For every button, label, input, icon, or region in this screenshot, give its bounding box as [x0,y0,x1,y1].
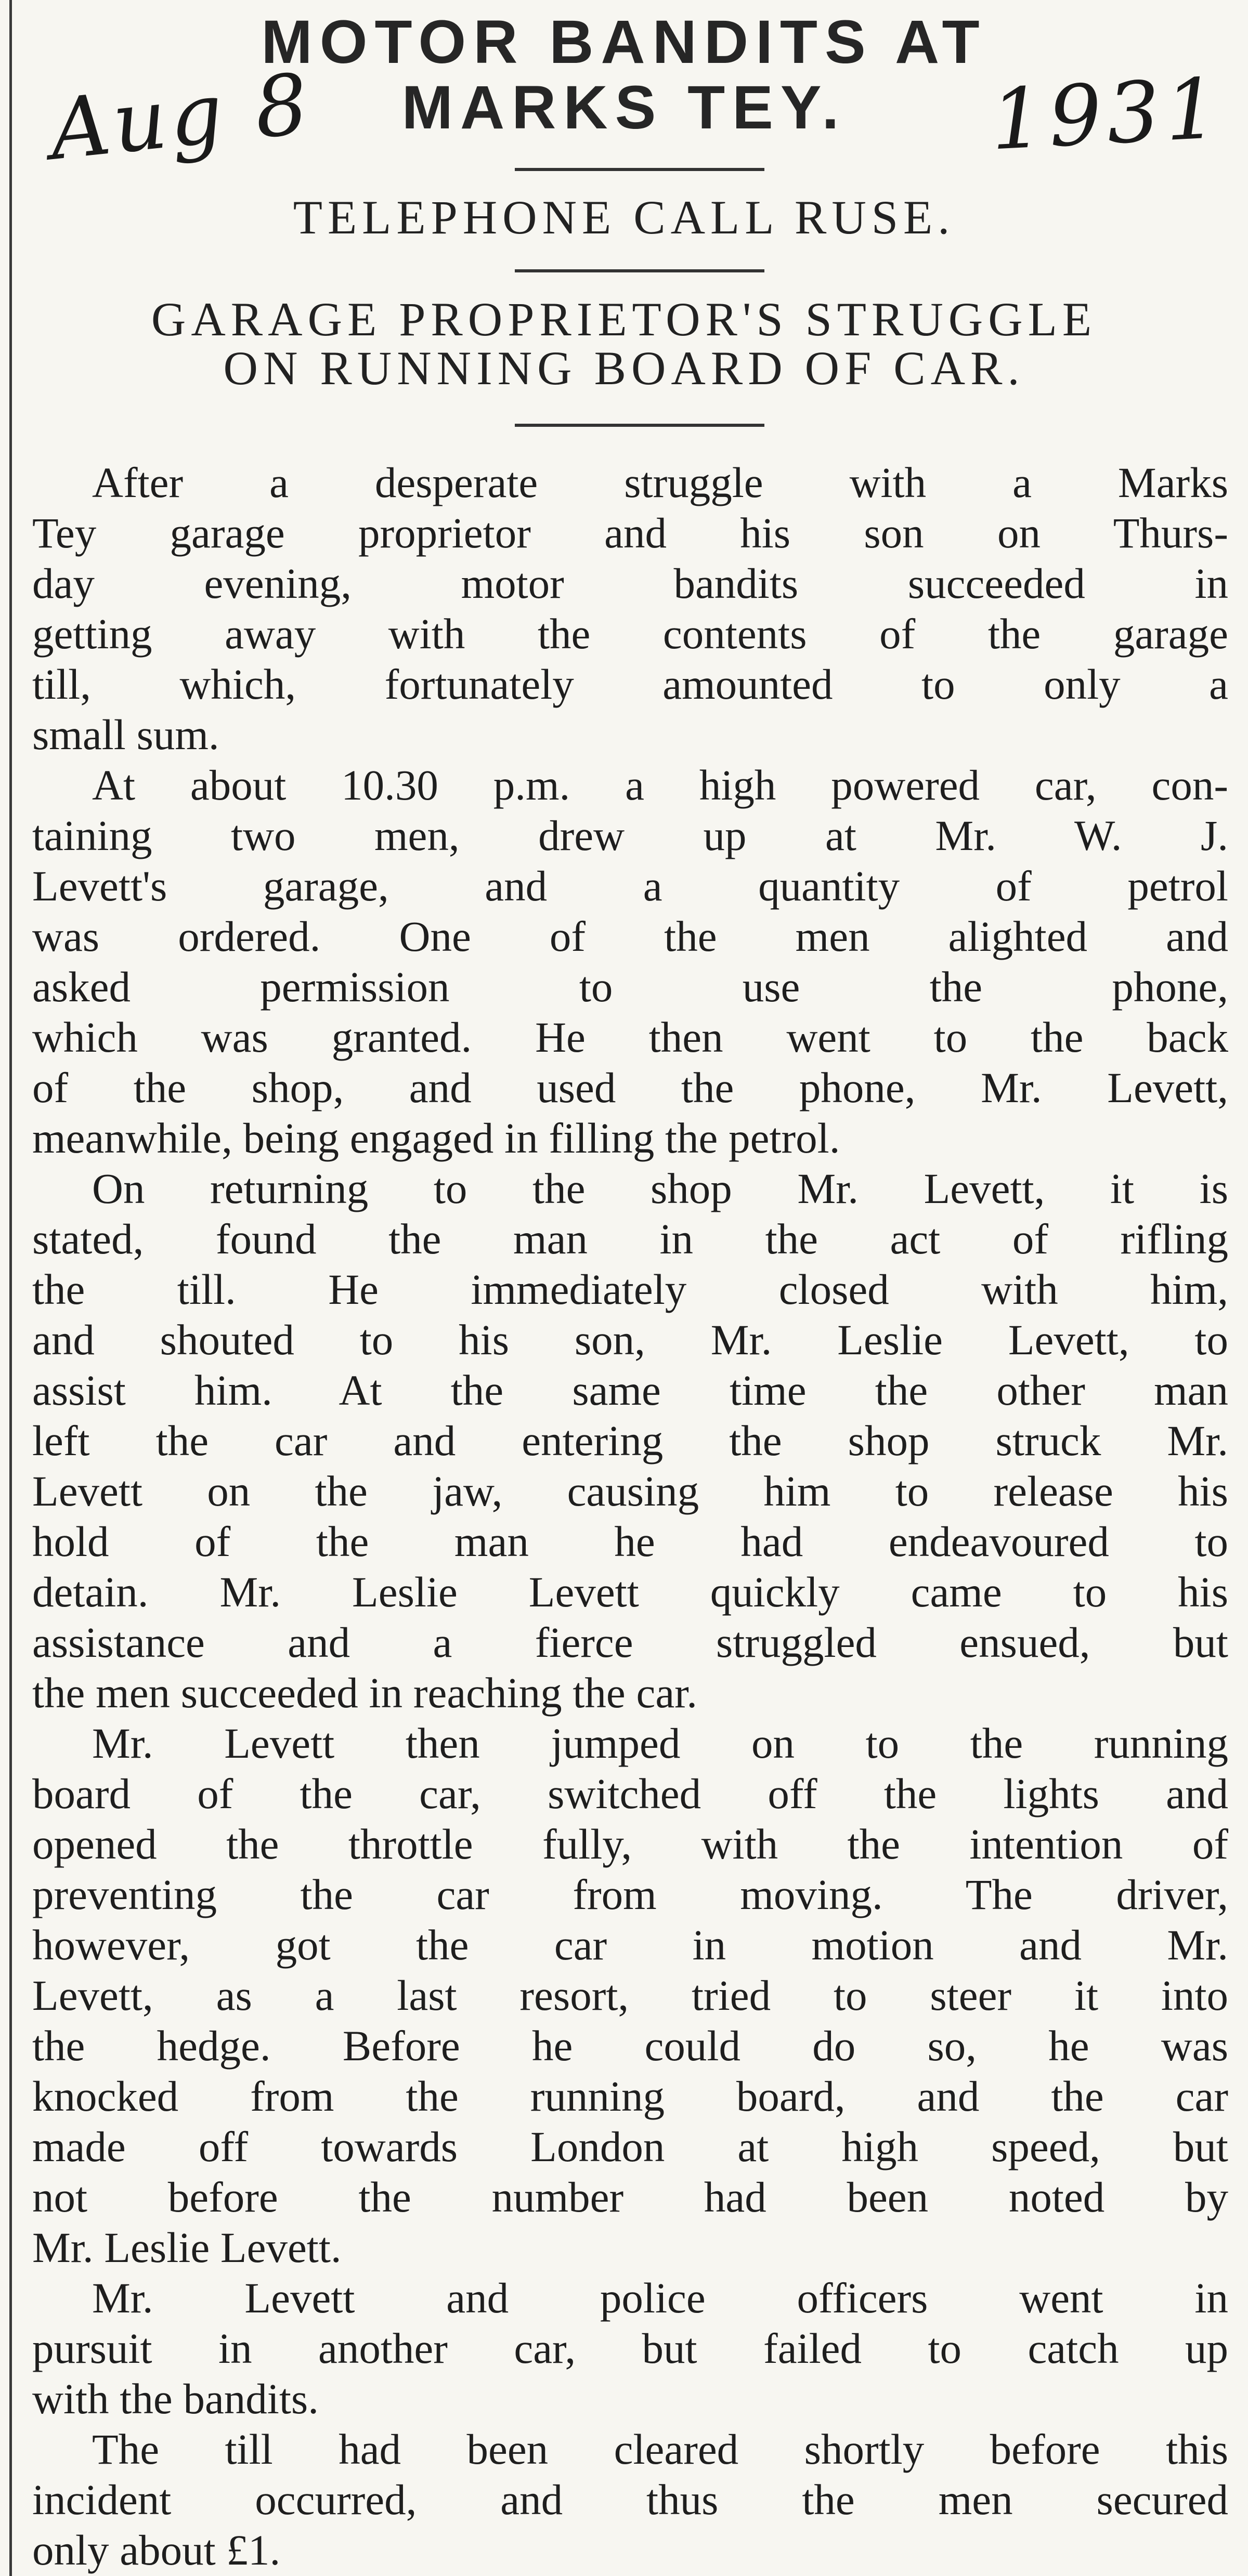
article-body [32,457,1228,2575]
article-line: the hedge. Before he could do so, he was [32,2022,1228,2070]
article-line: day evening, motor bandits succeeded in [32,559,1228,607]
article-paragraph [32,457,1228,760]
article-line: preventing the car from moving. The driver, [32,1871,1228,1918]
article-line: Mr. Leslie Levett. [32,2224,342,2271]
article-paragraph [32,1163,1228,1718]
article-line: with the bandits. [32,2375,319,2423]
article-line: knocked from the running board, and the car [32,2072,1228,2120]
article-line: getting away with the contents of the garage [32,610,1228,658]
divider-rule [515,424,764,427]
subheadline-struggle-line-2: ON RUNNING BOARD OF CAR. [223,342,1025,395]
article-line: asked permission to use the phone, [32,963,1228,1011]
article-line: meanwhile, being engaged in filling the petrol. [32,1114,840,1162]
handwritten-date: Aug 8 [45,55,316,179]
article-line: which was granted. He then went to the back [32,1013,1228,1061]
headline-line-2: MARKS TEY. [401,73,847,142]
article-paragraph [32,1718,1228,2273]
article-paragraph [32,2273,1228,2424]
article-line: was ordered. One of the men alighted and [32,912,1228,960]
article-line: till, which, fortunately amounted to only a [32,660,1228,708]
article-line: and shouted to his son, Mr. Leslie Levett, to [32,1316,1228,1364]
article-paragraph [32,760,1228,1163]
article-line: Levett on the jaw, causing him to release his [32,1467,1228,1515]
subheadline-struggle-line-1: GARAGE PROPRIETOR'S STRUGGLE [151,293,1097,346]
article-line: left the car and entering the shop struck Mr. [32,1417,1228,1464]
article-line: assistance and a fierce struggled ensued, but [32,1618,1228,1666]
article-line: Levett's garage, and a quantity of petrol [32,862,1228,910]
handwritten-year: 1931 [988,59,1226,169]
article-line: detain. Mr. Leslie Levett quickly came to his [32,1568,1228,1616]
article-line: incident occurred, and thus the men secured [32,2476,1228,2523]
article-line: opened the throttle fully, with the intention of [32,1820,1228,1868]
article-line: The till had been cleared shortly before this [92,2425,1228,2473]
article-line: taining two men, drew up at Mr. W. J. [32,812,1228,859]
article-line: assist him. At the same time the other man [32,1366,1228,1414]
divider-rule [515,269,764,272]
article-line: board of the car, switched off the lights and [32,1770,1228,1817]
article-line: On returning to the shop Mr. Levett, it is [92,1165,1228,1212]
article-line: not before the number had been noted by [32,2173,1228,2221]
article-line: Tey garage proprietor and his son on Thurs- [32,509,1228,557]
article-line: of the shop, and used the phone, Mr. Levett, [32,1064,1228,1112]
article-line: only about £1. [32,2526,281,2574]
article-paragraph [32,2424,1228,2575]
divider-rule [515,168,764,171]
article-line: made off towards London at high speed, but [32,2123,1228,2170]
article-line: At about 10.30 p.m. a high powered car, con- [92,761,1228,809]
article-line: Levett, as a last resort, tried to steer it into [32,1971,1228,2019]
article-line: After a desperate struggle with a Marks [92,459,1228,506]
article-line: Mr. Levett and police officers went in [92,2274,1228,2322]
article-line: the till. He immediately closed with him, [32,1265,1228,1313]
subheadline-telephone: TELEPHONE CALL RUSE. [293,191,955,244]
article-line: however, got the car in motion and Mr. [32,1921,1228,1969]
article-line: small sum. [32,711,219,759]
article-line: the men succeeded in reaching the car. [32,1669,697,1717]
article-line: pursuit in another car, but failed to catch up [32,2324,1228,2372]
article-line: hold of the man he had endeavoured to [32,1518,1228,1565]
article-line: Mr. Levett then jumped on to the running [92,1719,1228,1767]
article-line: stated, found the man in the act of rifling [32,1215,1228,1263]
headline-line-1: MOTOR BANDITS AT [261,8,987,76]
